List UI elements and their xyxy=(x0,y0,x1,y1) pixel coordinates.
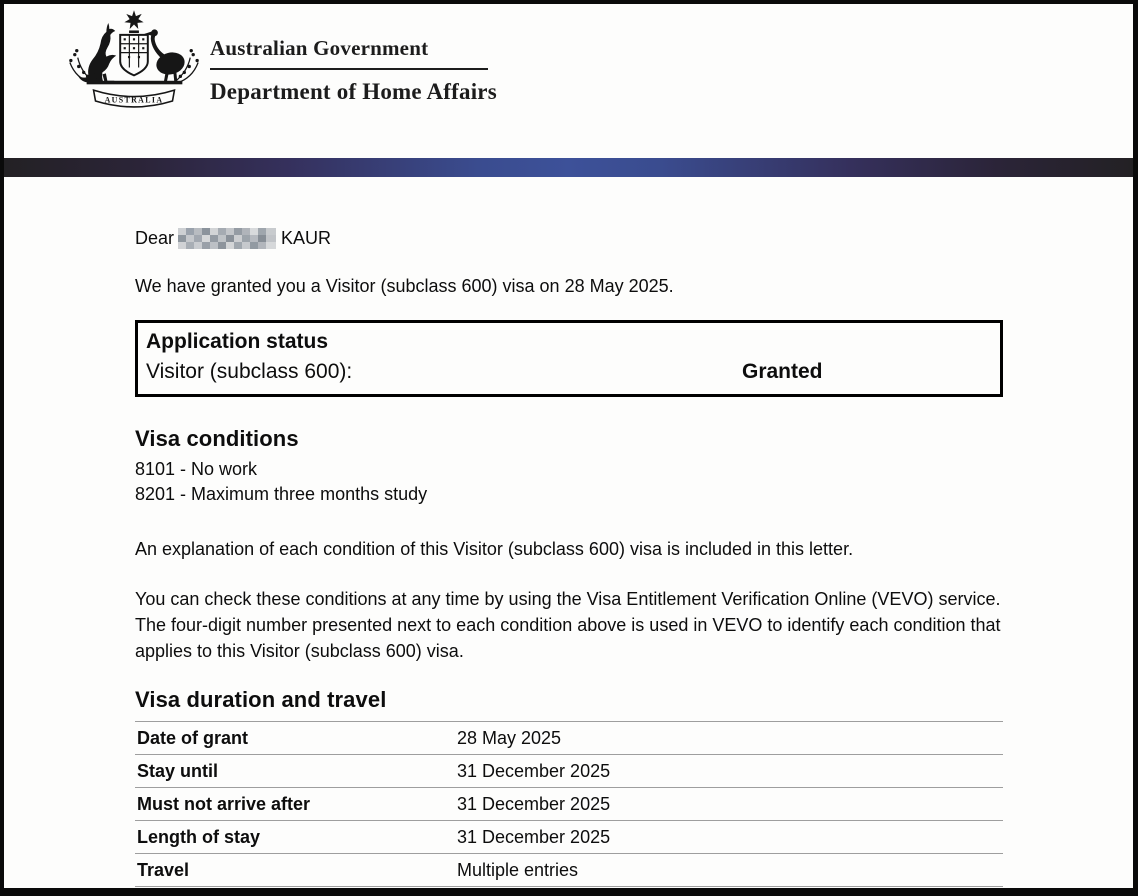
visa-duration-table xyxy=(135,721,1003,887)
department-title: Department of Home Affairs xyxy=(210,79,497,104)
application-status-title: Application status xyxy=(146,330,329,353)
table-row xyxy=(135,821,1003,854)
row-value: 28 May 2025 xyxy=(455,722,1003,755)
status-granted-value: Granted xyxy=(742,360,823,383)
australia-banner-icon xyxy=(94,90,175,107)
table-row xyxy=(135,788,1003,821)
salutation-prefix: Dear xyxy=(135,228,175,248)
table-row xyxy=(135,854,1003,887)
visa-duration-heading: Visa duration and travel xyxy=(135,687,387,712)
crest-motto: AUSTRALIA xyxy=(104,95,164,105)
row-label: Must not arrive after xyxy=(135,788,455,821)
commonwealth-star-icon xyxy=(124,10,143,29)
row-value: 31 December 2025 xyxy=(455,755,1003,788)
condition-item: 8101 - No work xyxy=(135,459,258,479)
letter-body xyxy=(135,228,1003,887)
visa-subclass-label: Visitor (subclass 600): xyxy=(146,360,353,383)
header-gradient-bar xyxy=(4,158,1133,177)
condition-item: 8201 - Maximum three months study xyxy=(135,484,428,504)
visa-conditions-heading: Visa conditions xyxy=(135,426,299,451)
table-row xyxy=(135,755,1003,788)
header-divider-rule xyxy=(210,68,488,70)
row-value: Multiple entries xyxy=(455,854,1003,887)
row-label: Travel xyxy=(135,854,455,887)
salutation-line xyxy=(135,228,1003,249)
table-row xyxy=(135,722,1003,755)
application-status-row xyxy=(146,357,992,387)
letter-paper xyxy=(4,4,1133,888)
grant-intro-paragraph: We have granted you a Visitor (subclass 600) visa on 28 May 2025. xyxy=(135,276,674,296)
row-value: 31 December 2025 xyxy=(455,821,1003,854)
row-label: Date of grant xyxy=(135,722,455,755)
redacted-name-pixelation xyxy=(178,228,276,249)
row-value: 31 December 2025 xyxy=(455,788,1003,821)
government-title: Australian Government xyxy=(210,36,429,60)
recipient-surname: KAUR xyxy=(281,228,332,248)
conditions-explanation-paragraph: An explanation of each condition of this Visitor (subclass 600) visa is included in this letter. xyxy=(135,539,854,559)
agency-header xyxy=(210,36,497,105)
row-label: Length of stay xyxy=(135,821,455,854)
vevo-paragraph: You can check these conditions at any time by using the Visa Entitlement Verification Online (VEVO) service. The four-digit number presented next to each condition above is used in VEVO to identify each condition that applies to this Visitor (subclass 600) visa. xyxy=(135,589,1001,661)
australian-coat-of-arms-icon xyxy=(60,7,208,121)
row-label: Stay until xyxy=(135,755,455,788)
visa-conditions-list xyxy=(135,457,1003,507)
application-status-box xyxy=(135,320,1003,397)
shield-icon xyxy=(120,35,148,75)
